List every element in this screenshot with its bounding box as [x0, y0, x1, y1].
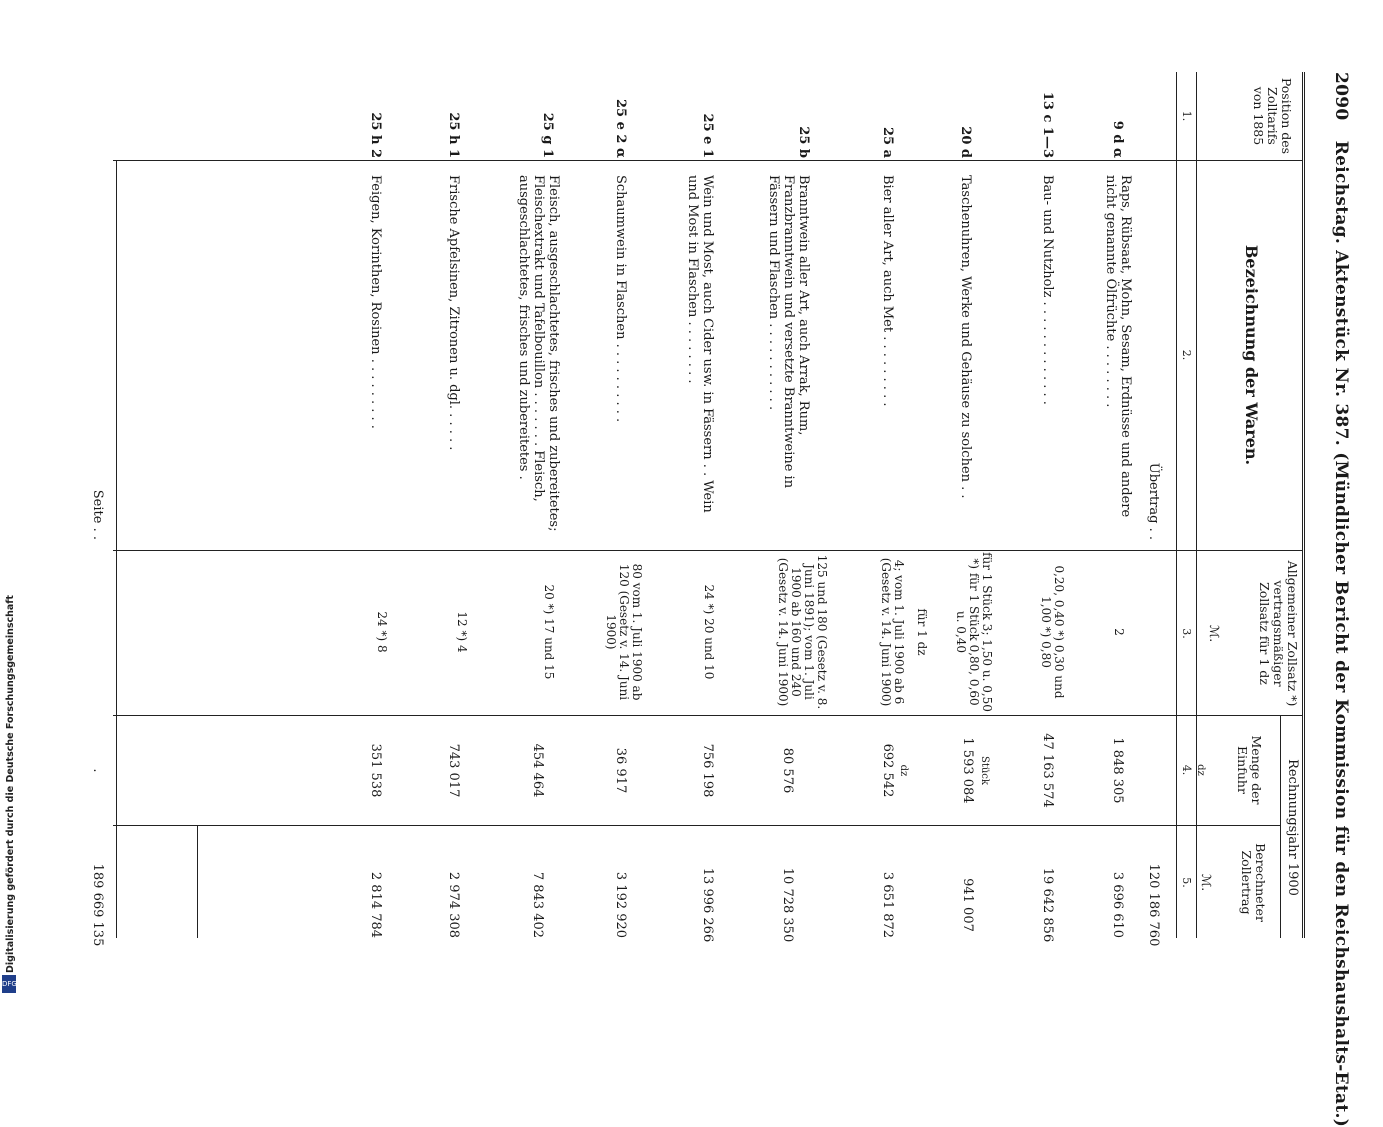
row-ertrag: 13 996 266: [700, 867, 715, 943]
col-divider-2: [113, 550, 1303, 551]
table-top-rule: [1302, 72, 1305, 938]
row-ertrag: 3 651 872: [880, 871, 895, 939]
dfg-logo: DFG: [2, 975, 16, 993]
page-header: [1331, 72, 1351, 1127]
uebertrag-label: Übertrag . .: [1146, 462, 1161, 540]
row-menge: 47 163 574: [1040, 733, 1055, 808]
row-position: 25 e 2 α: [613, 99, 628, 158]
col-divider-3: [113, 715, 1303, 716]
row-position: 20 d: [958, 126, 973, 158]
colnum-rule: [1176, 72, 1177, 938]
seite-label: Seite . .: [90, 489, 105, 540]
row-rate: 20 *) 17 und 15: [542, 584, 556, 680]
row-description: Bier aller Art, auch Met . . . . . . . . .: [880, 175, 895, 407]
row-menge: 1 593 084: [960, 737, 975, 804]
header-menge-unit: dz: [1195, 764, 1206, 776]
row-position: 25 h 2: [368, 112, 383, 158]
row-position: 13 c 1—3: [1040, 91, 1055, 158]
header-rechnungsjahr: Rechnungsjahr 1900: [1285, 759, 1300, 896]
page-number: 2090: [1331, 72, 1351, 121]
row-description: Frische Apfelsinen, Zitronen u. dgl. . . . . .: [446, 175, 461, 451]
row-ertrag: 3 696 610: [1110, 871, 1125, 939]
seite-total: 189 669 135: [90, 863, 105, 947]
row-rate: 4; vom 1. Juli 1900 ab 6 (Gesetz v. 14. Juni 1900): [879, 557, 906, 707]
rechnungsjahr-rule: [1280, 715, 1281, 938]
row-ertrag: 2 814 784: [368, 871, 383, 939]
colnum-3: 3.: [1180, 628, 1193, 639]
col-divider-1: [113, 160, 1303, 161]
row-unit: Stück: [979, 756, 990, 785]
row-ertrag: 3 192 920: [613, 871, 628, 939]
row-position: 25 b: [796, 126, 811, 158]
row-position: 9 d α: [1110, 120, 1125, 158]
header-rate: Allgemeiner Zollsatz *) vertragsmäßiger Zollsatz für 1 dz: [1257, 560, 1300, 707]
rate-per-dz-note: für 1 dz: [915, 608, 929, 656]
row-position: 25 e 1: [700, 113, 715, 158]
credit-text: Digitalisierung gefördert durch die Deutsche Forschungsgemeinschaft: [5, 595, 16, 973]
colnum-5: 5.: [1180, 877, 1193, 888]
header-ertrag: Berechneter Zollertrag: [1239, 843, 1268, 922]
row-menge: 756 198: [700, 743, 715, 798]
row-description: Bau- und Nutzholz . . . . . . . . . . . . .: [1040, 175, 1055, 405]
uebertrag-value: 120 186 760: [1146, 863, 1161, 947]
row-description: Branntwein aller Art, auch Arrak, Rum, Franzbranntwein und versetzte Branntweine in Fässern und Flaschen . . . . . . . . . . .: [766, 175, 811, 489]
row-description: Feigen, Korinthen, Rosinen . . . . . . . . .: [368, 175, 383, 429]
row-menge: 351 538: [368, 743, 383, 798]
row-position: 25 g 1: [540, 112, 555, 158]
row-description: Schaumwein in Flaschen . . . . . . . . . .: [613, 175, 628, 423]
colnum-2: 2.: [1180, 349, 1193, 361]
header-position: Position des Zolltarifs von 1885: [1251, 77, 1294, 155]
row-menge: 743 017: [446, 743, 461, 798]
row-position: 25 h 1: [446, 112, 461, 158]
header-menge: Menge der Einfuhr: [1235, 735, 1264, 805]
colnum-4: 4.: [1180, 764, 1193, 776]
row-menge: 1 848 305: [1110, 737, 1125, 804]
row-rate: 24 *) 20 und 10: [702, 584, 716, 680]
colnum-1: 1.: [1180, 110, 1193, 122]
row-description: Fleisch, ausgeschlachtetes, frisches und zubereitetes; Fleischextrakt und Tafelbouillon . . . . . . . Fleisch, ausgeschlachtetes, frisches und zubereitetes .: [516, 175, 561, 532]
row-ertrag: 10 728 350: [780, 867, 795, 943]
row-rate: 125 und 180 (Gesetz v. 8. Juni 1891); vom 1. Juli 1900 ab 160 und 240 (Gesetz v. 14. Juni 1900): [776, 554, 829, 710]
row-rate: 0,20, 0,40 *) 0,30 und 1,00 *) 0,80: [1039, 565, 1066, 699]
row-menge: 454 464: [530, 743, 545, 798]
row-menge: 36 917: [613, 747, 628, 794]
row-description: Wein und Most, auch Cider usw. in Fässern . . Wein und Most in Flaschen . . . . . . . .: [685, 175, 715, 513]
row-ertrag: 2 974 308: [446, 871, 461, 939]
row-menge: 80 576: [780, 747, 795, 794]
row-rate: 2: [1112, 628, 1126, 636]
row-position: 25 a: [880, 126, 895, 158]
header-ertrag-unit: ℳ.: [1199, 873, 1214, 892]
header-description: Bezeichnung der Waren.: [1242, 244, 1261, 466]
row-ertrag: 7 843 402: [530, 871, 545, 939]
row-rate: 12 *) 4: [455, 611, 469, 653]
row-menge: 692 542: [880, 743, 895, 798]
row-unit: dz: [898, 764, 909, 777]
row-rate: für 1 Stück 3; 1,50 u. 0,50 *) für 1 Stück 0,80, 0,60 u. 0,40: [954, 552, 994, 712]
row-ertrag: 941 007: [960, 878, 975, 932]
sum-rule: [197, 825, 198, 938]
row-rate: 80 vom 1. Juli 1900 ab 120 (Gesetz v. 14. Juni 1900): [604, 563, 644, 701]
row-ertrag: 19 642 856: [1040, 867, 1055, 943]
col-divider-4: [113, 825, 1281, 826]
row-rate: 24 *) 8: [375, 611, 389, 653]
row-description: Raps, Rübsaat, Mohn, Sesam, Erdnüsse und andere nicht genannte Ölfrüchte . . . . . . . .: [1103, 175, 1133, 518]
page-title: Reichstag. Aktenstück Nr. 387. (Mündlicher Bericht der Kommission für den Reichshaushalts-Etat.): [1331, 140, 1351, 1127]
row-description: Taschenuhren, Werke und Gehäuse zu solchen . .: [958, 175, 973, 499]
seite-menge: .: [90, 768, 105, 773]
table-bottom-rule: [116, 160, 117, 938]
header-rate-unit: ℳ.: [1207, 624, 1222, 643]
